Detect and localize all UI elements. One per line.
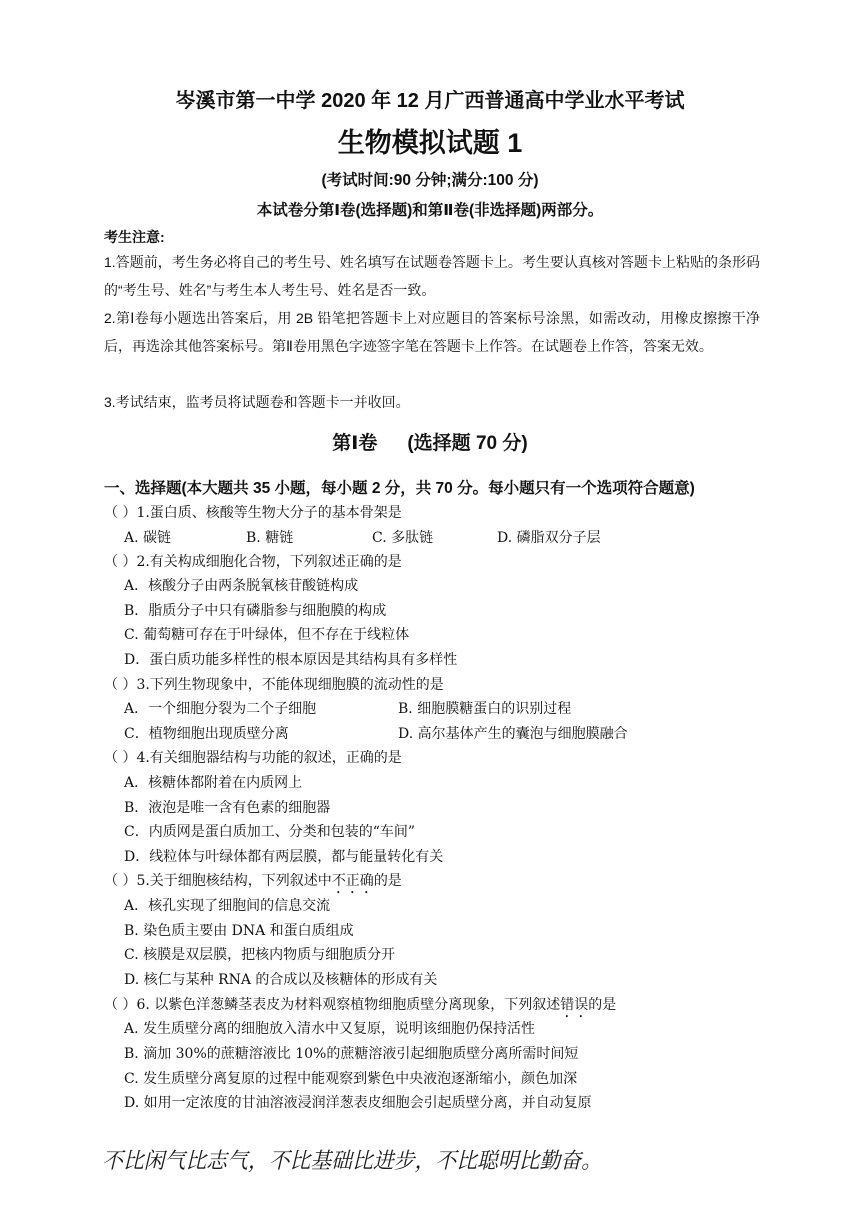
- question-6-stem-text: （ ）6. 以紫色洋葱鳞茎表皮为材料观察植物细胞质壁分离现象，下列叙述: [104, 997, 561, 1013]
- exam-structure-note: 本试卷分第Ⅰ卷(选择题)和第Ⅱ卷(非选择题)两部分。: [256, 202, 604, 219]
- section-volume: 第Ⅰ卷: [332, 433, 378, 454]
- notice-item-3: 3.考试结束，监考员将试题卷和答题卡一并收回。: [104, 394, 410, 410]
- notice-heading: 考生注意:: [104, 229, 165, 245]
- notice-item-2: 2.第Ⅰ卷每小题选出答案后，用 2B 铅笔把答题卡上对应题目的答案标号涂黑，如需改动，用橡皮擦擦干净后，再选涂其他答案标号。第Ⅱ卷用黑色字迹签字笔在答题卡上作答。在试题卷上作答，答案无效。: [104, 310, 760, 354]
- question-1-stem: （ ）1.蛋白质、核酸等生物大分子的基本骨架是: [104, 505, 402, 521]
- section-label: (选择题 70 分): [407, 433, 528, 454]
- question-4-option-b: B．液泡是唯一含有色素的细胞器: [124, 800, 331, 816]
- section-title: [0, 428, 860, 455]
- question-6-stem: [104, 994, 616, 1021]
- question-3-option-b: B. 细胞膜糖蛋白的识别过程: [398, 701, 572, 717]
- question-6-option-d: D. 如用一定浓度的甘油溶液浸润洋葱表皮细胞会引起质壁分离，并自动复原: [124, 1095, 592, 1111]
- question-3-option-c: C．植物细胞出现质壁分离: [124, 726, 289, 742]
- question-1-option-c: C. 多肽链: [372, 530, 434, 546]
- question-6-option-c: C. 发生质壁分离复原的过程中能观察到紫色中央液泡逐渐缩小，颜色加深: [124, 1071, 578, 1087]
- question-6-emphasis: 错误: [560, 997, 589, 1013]
- question-5-option-d: D. 核仁与某种 RNA 的合成以及核糖体的形成有关: [124, 972, 438, 988]
- handwritten-motto: [100, 1140, 610, 1180]
- question-5-option-a: A．核孔实现了细胞间的信息交流: [124, 898, 331, 914]
- question-2-option-d: D．蛋白质功能多样性的根本原因是其结构具有多样性: [124, 652, 458, 668]
- question-3-stem: （ ）3.下列生物现象中，不能体现细胞膜的流动性的是: [104, 677, 444, 693]
- question-5-stem: [104, 870, 402, 897]
- question-2-option-b: B．脂质分子中只有磷脂参与细胞膜的构成: [124, 603, 387, 619]
- exam-header-line: 岑溪市第一中学 2020 年 12 月广西普通高中学业水平考试: [175, 90, 685, 112]
- question-2-option-a: A．核酸分子由两条脱氧核苷酸链构成: [124, 578, 359, 594]
- question-1-option-a: A. 碳链: [124, 530, 172, 546]
- question-5-option-c: C. 核膜是双层膜，把核内物质与细胞质分开: [124, 947, 396, 963]
- question-6-option-a: A. 发生质壁分离的细胞放入清水中又复原，说明该细胞仍保持活性: [124, 1021, 536, 1037]
- exam-title: 生物模拟试题 1: [337, 128, 523, 158]
- question-1-option-d: D. 磷脂双分子层: [497, 530, 601, 546]
- question-3-option-d: D. 高尔基体产生的囊泡与细胞膜融合: [398, 726, 628, 742]
- part-heading: 一、选择题(本大题共 35 小题，每小题 2 分，共 70 分。每小题只有一个选项符合题意): [104, 480, 695, 497]
- question-3-option-a: A．一个细胞分裂为二个子细胞: [124, 701, 317, 717]
- question-5-option-b: B. 染色质主要由 DNA 和蛋白质组成: [124, 923, 354, 939]
- question-4-option-a: A．核糖体都附着在内质网上: [124, 775, 303, 791]
- question-4-stem: （ ）4.有关细胞器结构与功能的叙述，正确的是: [104, 750, 402, 766]
- question-5-stem-text: （ ）5.关于细胞核结构，下列叙述中: [104, 873, 332, 889]
- question-6-stem-end: 的是: [588, 997, 617, 1013]
- exam-time-score: (考试时间:90 分钟;满分:100 分): [321, 172, 539, 189]
- question-5-emphasis: 不正确: [331, 873, 374, 889]
- question-2-option-c: C. 葡萄糖可存在于叶绿体，但不存在于线粒体: [124, 627, 410, 643]
- question-1-option-b: B. 糖链: [246, 530, 294, 546]
- question-4-option-c: C．内质网是蛋白质加工、分类和包装的“车间”: [124, 824, 416, 840]
- question-5-stem-end: 的是: [373, 873, 402, 889]
- question-6-option-b: B. 滴加 30%的蔗糖溶液比 10%的蔗糖溶液引起细胞质壁分离所需时间短: [124, 1046, 579, 1062]
- motto-text: 不比闲气比志气，不比基础比进步，不比聪明比勤奋。: [102, 1149, 602, 1174]
- notice-item-1: 1.答题前，考生务必将自己的考生号、姓名填写在试题卷答题卡上。考生要认真核对答题卡上粘贴的条形码的“考生号、姓名”与考生本人考生号、姓名是否一致。: [104, 254, 760, 298]
- question-2-stem: （ ）2.有关构成细胞化合物，下列叙述正确的是: [104, 554, 402, 570]
- question-4-option-d: D．线粒体与叶绿体都有两层膜，都与能量转化有关: [124, 849, 444, 865]
